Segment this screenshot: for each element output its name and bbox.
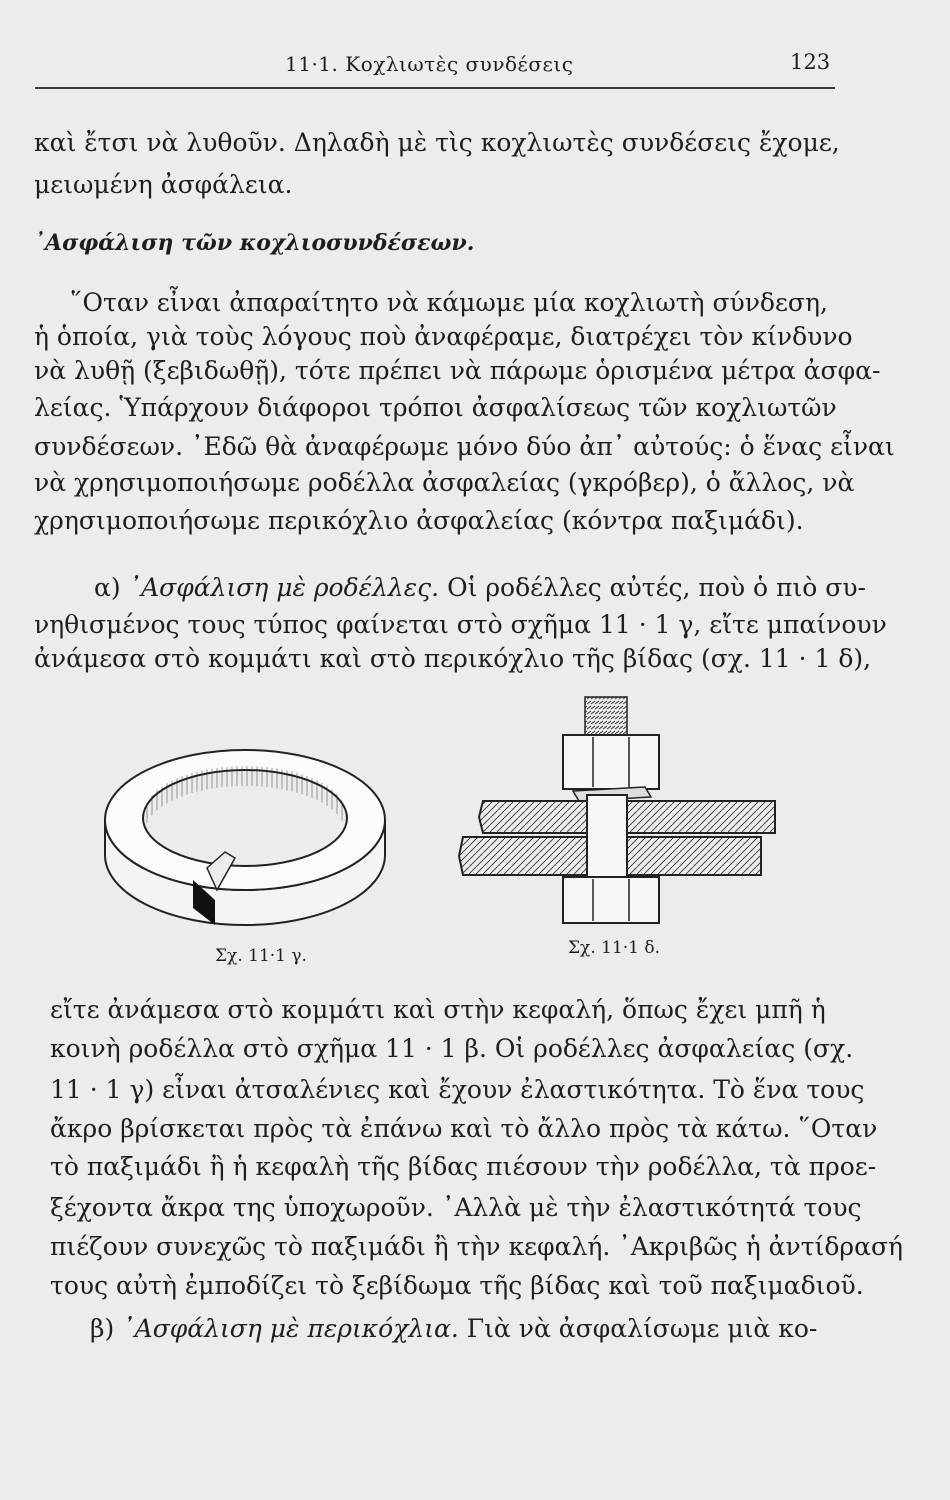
item-a-rest: Οἱ ροδέλλες αὐτές, ποὺ ὁ πιὸ συ- bbox=[439, 573, 866, 602]
bolt-thread bbox=[585, 697, 627, 739]
text-line: μειωμένη ἀσφάλεια. bbox=[34, 170, 293, 199]
bolt-head bbox=[563, 877, 659, 923]
text-line: χρησιμοποιήσωμε περικόχλιο ἀσφαλείας (κόντρα παξιμάδι). bbox=[34, 506, 804, 535]
item-b-label: β) bbox=[90, 1314, 123, 1343]
item-a-label: α) bbox=[94, 573, 129, 602]
text-line: τους αὐτὴ ἐμποδίζει τὸ ξεβίδωμα τῆς βίδας καὶ τοῦ παξιμαδιοῦ. bbox=[50, 1271, 864, 1300]
text-line: πιέζουν συνεχῶς τὸ παξιμάδι ἢ τὴν κεφαλή. ᾿Ακριβῶς ἡ ἀντίδρασή bbox=[50, 1232, 904, 1261]
text-line: νὰ λυθῇ (ξεβιδωθῇ), τότε πρέπει νὰ πάρωμε ὁρισμένα μέτρα ἀσφα- bbox=[34, 356, 881, 385]
page-number: 123 bbox=[790, 50, 831, 74]
spring-washer-figure bbox=[95, 740, 395, 940]
text-line: τὸ παξιμάδι ἢ ἡ κεφαλὴ τῆς βίδας πιέσουν τὴν ροδέλλα, τὰ προε- bbox=[50, 1152, 877, 1181]
text-line: ῞Οταν εἶναι ἀπαραίτητο νὰ κάμωμε μία κοχλιωτὴ σύνδεση, bbox=[70, 288, 828, 317]
header-title: 11·1. Κοχλιωτὲς συνδέσεις bbox=[285, 52, 574, 76]
bolt-assembly-figure bbox=[455, 685, 785, 935]
text-line: εἴτε ἀνάμεσα στὸ κομμάτι καὶ στὴν κεφαλή, ὅπως ἔχει μπῆ ἡ bbox=[50, 995, 826, 1024]
text-line: 11 · 1 γ) εἶναι ἀτσαλένιες καὶ ἔχουν ἐλαστικότητα. Τὸ ἕνα τους bbox=[50, 1075, 865, 1104]
running-header bbox=[30, 50, 830, 90]
text-line: νηθισμένος τους τύπος φαίνεται στὸ σχῆμα 11 · 1 γ, εἴτε μπαίνουν bbox=[34, 610, 887, 639]
top-nut bbox=[563, 735, 659, 789]
header-rule bbox=[35, 87, 835, 89]
item-a-first-line bbox=[94, 573, 866, 603]
text-line: νὰ χρησιμοποιήσωμε ροδέλλα ἀσφαλείας (γκρόβερ), ὁ ἄλλος, νὰ bbox=[34, 468, 855, 497]
item-b-title: ᾿Ασφάλιση μὲ περικόχλια. bbox=[122, 1314, 459, 1343]
text-line: κοινὴ ροδέλλα στὸ σχῆμα 11 · 1 β. Οἱ ροδέλλες ἀσφαλείας (σχ. bbox=[50, 1034, 854, 1063]
text-line: ἡ ὁποία, γιὰ τοὺς λόγους ποὺ ἀναφέραμε, διατρέχει τὸν κίνδυνο bbox=[34, 322, 853, 351]
figure-caption-gamma: Σχ. 11·1 γ. bbox=[215, 946, 307, 966]
item-b-rest: Γιὰ νὰ ἀσφαλίσωμε μιὰ κο- bbox=[458, 1314, 818, 1343]
item-a-title: ᾿Ασφάλιση μὲ ροδέλλες. bbox=[128, 573, 440, 602]
bolt-shank bbox=[587, 795, 627, 877]
text-line: συνδέσεων. ᾿Εδῶ θὰ ἀναφέρωμε μόνο δύο ἀπ᾿ αὐτούς: ὁ ἕνας εἶναι bbox=[34, 432, 895, 461]
text-line: ξέχοντα ἄκρα της ὑποχωροῦν. ᾿Αλλὰ μὲ τὴν ἐλαστικότητά τους bbox=[50, 1193, 862, 1222]
item-b-line bbox=[90, 1314, 817, 1344]
section-heading: ᾿Ασφάλιση τῶν κοχλιοσυνδέσεων. bbox=[34, 230, 475, 256]
text-line: ἄκρο βρίσκεται πρὸς τὰ ἐπάνω καὶ τὸ ἄλλο πρὸς τὰ κάτω. ῞Οταν bbox=[50, 1114, 878, 1143]
text-line: καὶ ἔτσι νὰ λυθοῦν. Δηλαδὴ μὲ τὶς κοχλιωτὲς συνδέσεις ἔχομε, bbox=[34, 128, 840, 157]
text-line: ἀνάμεσα στὸ κομμάτι καὶ στὸ περικόχλιο τῆς βίδας (σχ. 11 · 1 δ), bbox=[34, 644, 872, 673]
figure-caption-delta: Σχ. 11·1 δ. bbox=[568, 938, 661, 958]
text-line: λείας. Ὑπάρχουν διάφοροι τρόποι ἀσφαλίσεως τῶν κοχλιωτῶν bbox=[34, 393, 837, 422]
